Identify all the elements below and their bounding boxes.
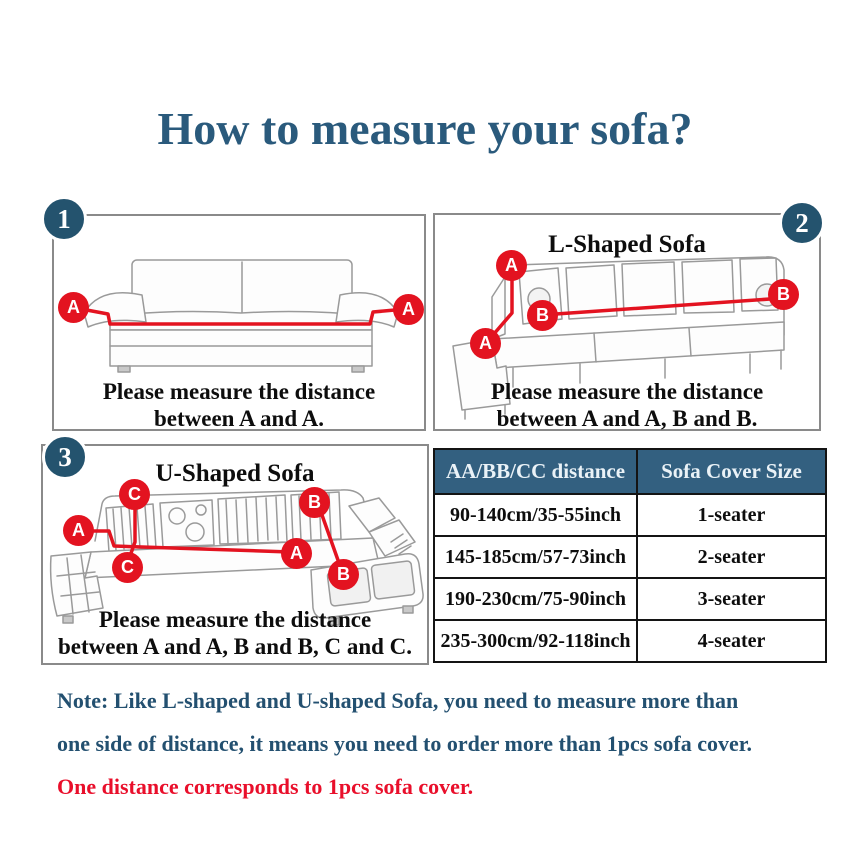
sofa-outline [84, 260, 398, 372]
caption-line: between A and A, B and B. [496, 406, 758, 431]
table-cell-size: 3-seater [637, 578, 826, 620]
caption-line: Please measure the distance [98, 607, 372, 632]
panel-step-1 [52, 203, 426, 431]
step-number-badge-2: 2 [779, 200, 825, 246]
caption-line: between A and A. [154, 406, 324, 431]
panel-3-title: U-Shaped Sofa [155, 460, 315, 487]
table-row [434, 536, 826, 578]
marker-c: C [119, 479, 150, 510]
table-row [434, 620, 826, 662]
marker-a: A [63, 515, 94, 546]
marker-a: A [496, 250, 527, 281]
table-header-row [434, 449, 826, 494]
panel-step-2 [433, 207, 821, 431]
page-title: How to measure your sofa? [157, 103, 693, 154]
table-cell-size: 4-seater [637, 620, 826, 662]
header-cell-size: Sofa Cover Size [637, 449, 826, 494]
note-block [57, 679, 817, 808]
marker-b: B [768, 279, 799, 310]
marker-c: C [112, 552, 143, 583]
panel-2-caption [435, 378, 819, 432]
sofa-outline [51, 490, 423, 625]
caption-line: Please measure the distance [102, 379, 376, 404]
table-row [434, 578, 826, 620]
note-line-2: one side of distance, it means you need to order more than 1pcs sofa cover. [57, 731, 752, 756]
table-cell-size: 2-seater [637, 536, 826, 578]
marker-b: B [299, 487, 330, 518]
step-number-badge-3: 3 [42, 434, 88, 480]
caption-line: between A and A, B and B, C and C. [57, 634, 413, 659]
panel-2-title: L-Shaped Sofa [548, 231, 706, 258]
caption-line: Please measure the distance [490, 379, 764, 404]
table-cell-distance: 190-230cm/75-90inch [434, 578, 637, 620]
table-cell-distance: 145-185cm/57-73inch [434, 536, 637, 578]
table-row [434, 494, 826, 536]
table-cell-distance: 235-300cm/92-118inch [434, 620, 637, 662]
table-cell-size: 1-seater [637, 494, 826, 536]
marker-a: A [58, 292, 89, 323]
panel-step-3 [41, 441, 429, 665]
panel-1-caption [54, 378, 424, 432]
marker-a: A [393, 294, 424, 325]
header-cell-distance: AA/BB/CC distance [434, 449, 637, 494]
note-line-1: Note: Like L-shaped and U-shaped Sofa, you need to measure more than [57, 688, 739, 713]
marker-b: B [328, 559, 359, 590]
table-cell-distance: 90-140cm/35-55inch [434, 494, 637, 536]
size-table [433, 448, 827, 663]
note-line-3: One distance corresponds to 1pcs sofa cover. [57, 774, 474, 799]
step-number-badge-1: 1 [41, 196, 87, 242]
panel-3-caption [43, 606, 427, 660]
marker-a: A [470, 328, 501, 359]
marker-a: A [281, 538, 312, 569]
marker-b: B [527, 300, 558, 331]
